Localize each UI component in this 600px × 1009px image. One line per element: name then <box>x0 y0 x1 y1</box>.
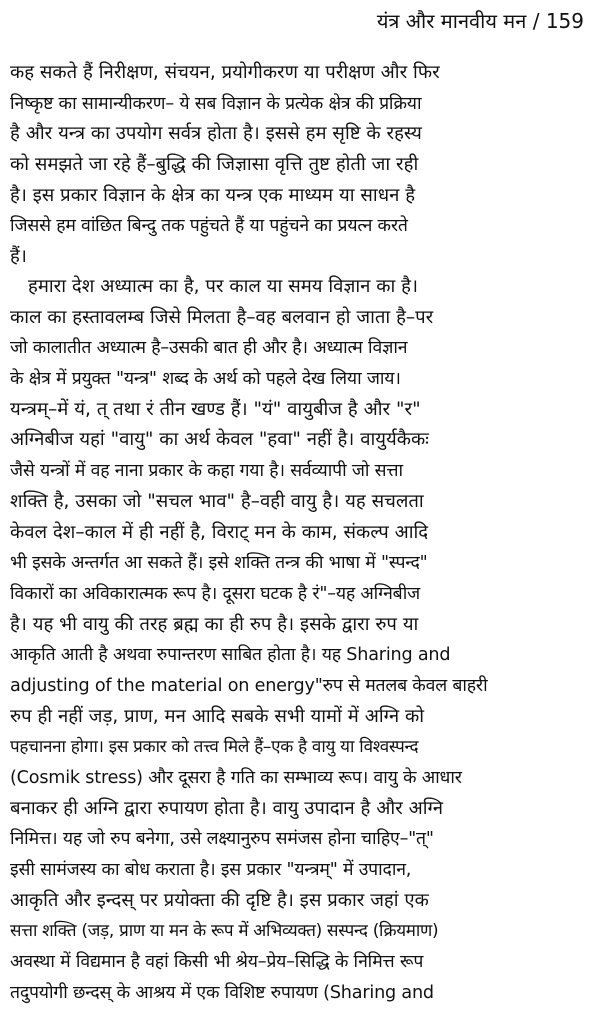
paragraph-1 <box>10 58 590 273</box>
text-line: शक्ति है, उसका जो "सचल भाव" है–वही वायु है। यह सचलता <box>10 490 424 512</box>
text-line: निमित्त। यह जो रुप बनेगा, उसे लक्ष्यानुरुप समंजस होना चाहिए–"त्" <box>10 829 434 850</box>
text-line: सत्ता शक्ति (जड़, प्राण या मन के रूप में अभिव्यक्त) सस्पन्द (क्रियमाण) <box>10 921 439 942</box>
text-line: है। इस प्रकार विज्ञान के क्षेत्र का यन्त्र एक माध्यम या साधन है <box>10 184 416 206</box>
text-line: अवस्था में विद्यमान है वहां किसी भी श्रेय–प्रेय–सिद्धि के निमित्त रूप <box>10 952 424 973</box>
text-line: जिससे हम वांछित बिन्दु तक पहुंचते हैं या पहुंचने का प्रयत्न करते <box>10 216 408 237</box>
text-line: adjusting of the material on energy"रुप से मतलब केवल बाहरी <box>10 675 488 696</box>
text-line: को समझते जा रहे हैं–बुद्धि की जिज्ञासा वृत्ति तुष्ट होती जा रही <box>10 154 419 176</box>
text-line: तदुपयोगी छन्दस् के आश्रय में एक विशिष्ट रुपायण (Sharing and <box>10 982 434 1003</box>
text-line: पहचानना होगा। इस प्रकार को तत्त्व मिले हैं–एक है वायु या विश्वस्पन्द <box>10 737 419 758</box>
text-line: है और यन्त्र का उपयोग सर्वत्र होता है। इससे हम सृष्टि के रहस्य <box>10 123 422 145</box>
text-line: रुप ही नहीं जड़, प्राण, मन आदि सबके सभी यामों में अग्नि को <box>10 705 424 727</box>
text-line: हैं। <box>10 246 27 268</box>
text-line: यन्त्रम्–में यं, त् तथा रं तीन खण्ड हैं। "यं" वायुबीज है और "र" <box>10 398 421 420</box>
text-line: इसी सामंजस्य का बोध कराता है। इस प्रकार "यन्त्रम्" में उपादान, <box>10 860 412 881</box>
text-line: है। यह भी वायु की तरह ब्रह्म का ही रुप है। इसके द्वारा रुप या <box>10 613 419 635</box>
text-line: हमारा देश अध्यात्म का है, पर काल या समय विज्ञान का है। <box>28 276 418 297</box>
text-line: अग्निबीज यहां "वायु" का अर्थ केवल "हवा" नहीं है। वायुर्यकैकः <box>10 429 429 451</box>
text-line: के क्षेत्र में प्रयुक्त "यन्त्र" शब्द के अर्थ को पहले देख लिया जाय। <box>10 369 401 390</box>
text-line: कह सकते हैं निरीक्षण, संचयन, प्रयोगीकरण या परीक्षण और फिर <box>10 62 440 83</box>
text-line: काल का हस्तावलम्ब जिसे मिलता है–वह बलवान हो जाता है–पर <box>10 306 434 328</box>
text-line: विकारों का अविकारात्मक रूप है। दूसरा घटक है रं"–यह अग्निबीज <box>10 583 420 604</box>
text-line: आकृति और इन्दस् पर प्रयोक्ता की दृष्टि है। इस प्रकार जहां एक <box>10 889 429 911</box>
text-line: जो कालातीत अध्यात्म है–उसकी बात ही और है। अध्यात्म विज्ञान <box>10 338 408 359</box>
text-line: आकृति आती है अथवा रुपान्तरण साबित होता है। यह Sharing and <box>10 645 451 666</box>
text-line: बनाकर ही अग्नि द्वारा रुपायण होता है। वायु उपादान है और अग्नि <box>10 797 443 819</box>
text-line: केवल देश–काल में ही नहीं है, विराट् मन के काम, संकल्प आदि <box>10 521 429 543</box>
paragraph-2 <box>10 272 590 1009</box>
text-line: निष्कृष्ट का सामान्यीकरण– ये सब विज्ञान के प्रत्येक क्षेत्र की प्रक्रिया <box>10 93 422 114</box>
text-line: भी इसके अन्तर्गत आ सकते हैं। इसे शक्ति तन्त्र की भाषा में "स्पन्द" <box>10 553 428 574</box>
text-line: जैसे यन्त्रों में वह नाना प्रकार के कहा गया है। सर्वव्यापी जो सत्ता <box>10 461 403 482</box>
text-line: (Cosmik stress) और दूसरा है गति का सम्भाव्य रूप। वायु के आधार <box>10 768 462 788</box>
running-head: यंत्र और मानवीय मन / 159 <box>376 9 584 33</box>
